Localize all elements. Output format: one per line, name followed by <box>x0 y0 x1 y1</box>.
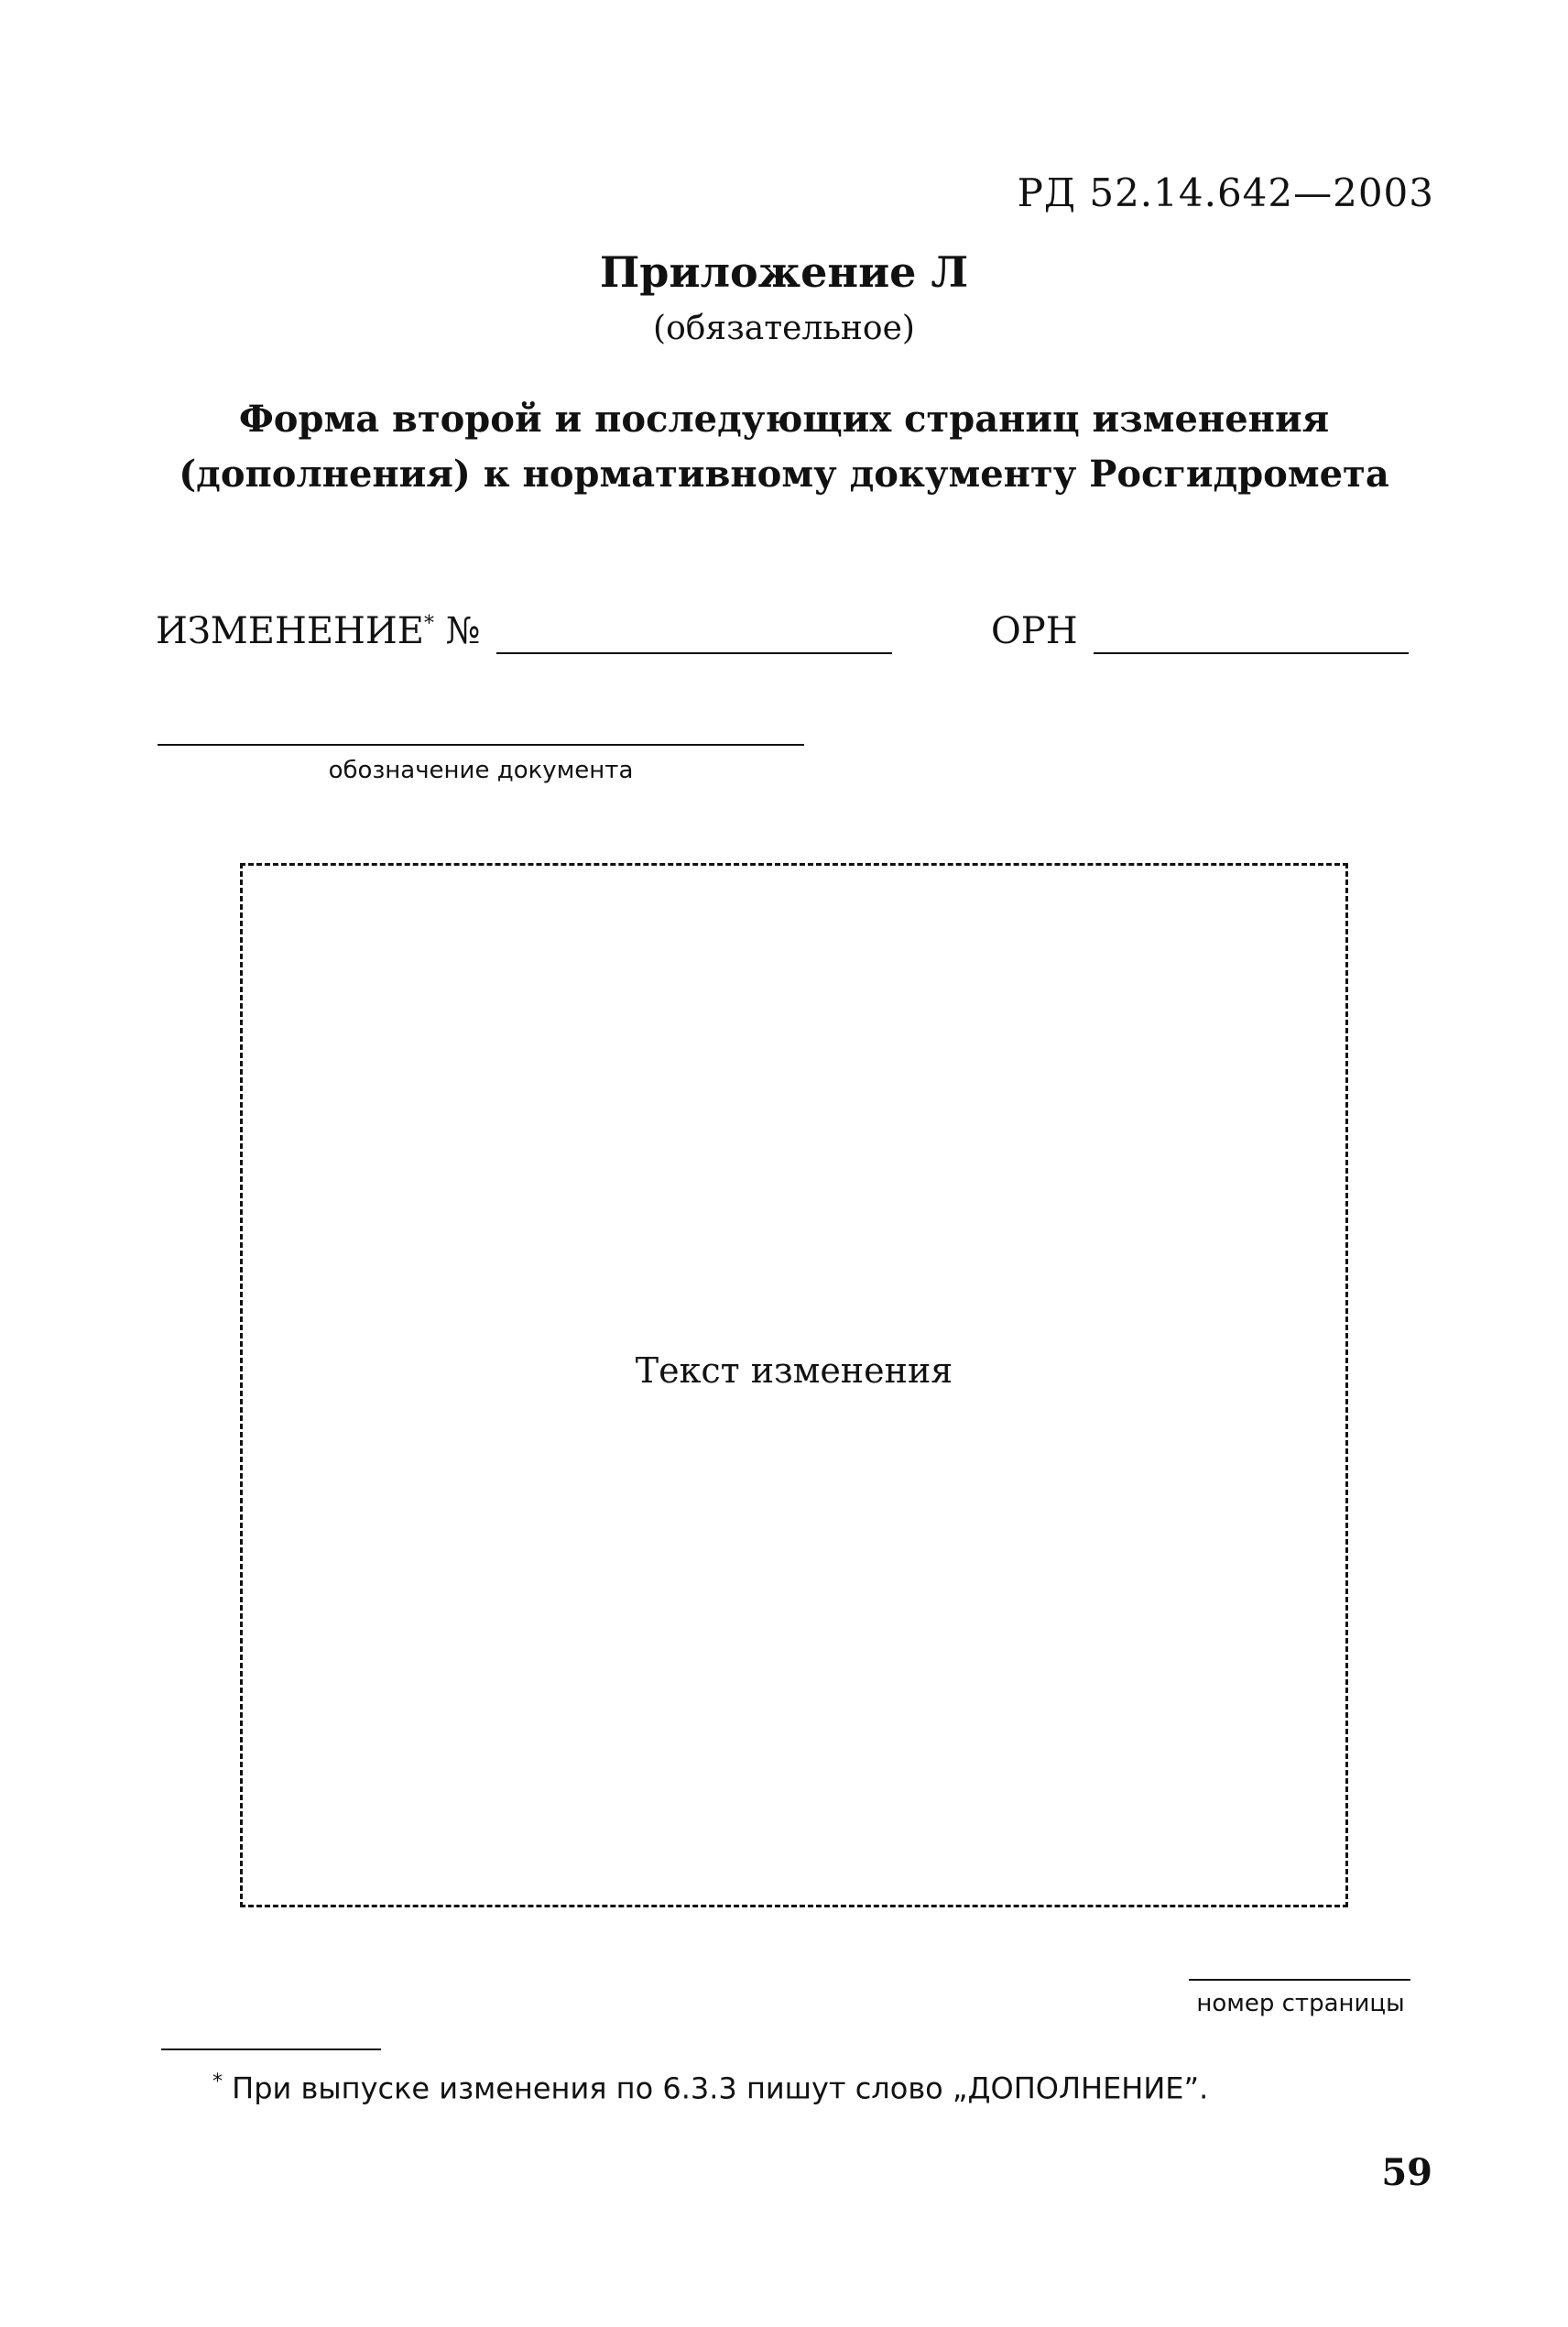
orn-label: ОРН <box>991 610 1078 652</box>
page-number: 59 <box>1381 2151 1432 2194</box>
document-code: РД 52.14.642—2003 <box>1017 170 1434 215</box>
orn-blank-line <box>1094 652 1409 654</box>
footnote <box>212 2070 1208 2106</box>
document-designation-blank-line <box>158 744 804 746</box>
change-label-text: ИЗМЕНЕНИЕ <box>156 610 425 652</box>
document-designation-caption: обозначение документа <box>328 757 634 784</box>
appendix-note: (обязательное) <box>653 310 915 347</box>
footnote-separator <box>161 2048 381 2050</box>
footnote-mark: * <box>212 2070 223 2093</box>
form-title-line-1: Форма второй и последующих страниц изменения <box>238 398 1330 441</box>
change-number-label <box>156 610 481 652</box>
number-sign: № <box>445 610 481 652</box>
page-number-caption: номер страницы <box>1196 1990 1405 2017</box>
form-title-line-2: (дополнения) к нормативному документу Росгидромета <box>179 453 1389 496</box>
change-number-blank-line <box>496 652 892 654</box>
form-title <box>0 392 1568 502</box>
footnote-text: При выпуске изменения по 6.3.3 пишут слово „ДОПОЛНЕНИЕ”. <box>232 2070 1209 2106</box>
appendix-title: Приложение Л <box>599 247 969 297</box>
page-number-blank-line <box>1189 1979 1410 1981</box>
change-footnote-mark: * <box>424 612 435 636</box>
change-text-label: Текст изменения <box>635 1350 953 1391</box>
